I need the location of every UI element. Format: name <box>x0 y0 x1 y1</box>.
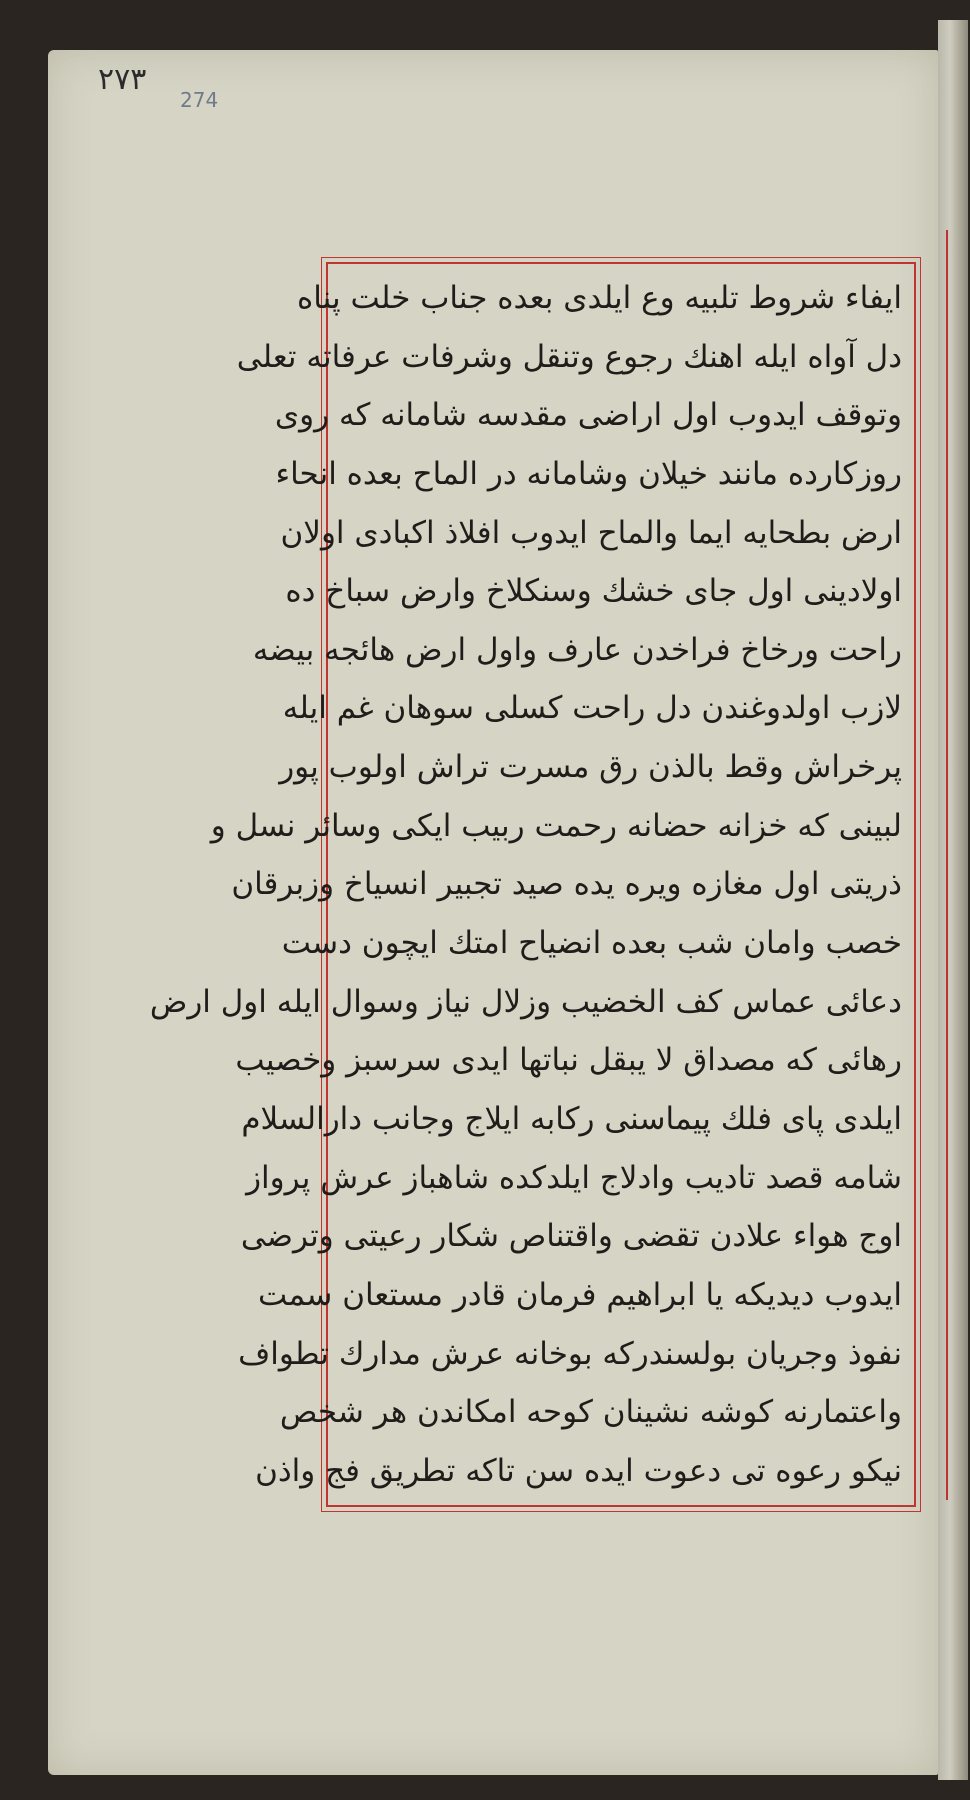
text-line: رهائی که مصداق لا یبقل نباتها ایدی سرسبز وخصیب <box>235 1042 902 1079</box>
text-line: راحت ورخاخ فراخدن عارف واول ارض هائجه بیضه <box>252 631 902 668</box>
text-line: دل آواه ایله اهنك رجوع وتنقل وشرفات عرفاته تعلی <box>236 338 902 375</box>
text-line: روزکارده مانند خیلان وشامانه در الماح بعده انحاء <box>275 455 902 492</box>
text-line: اوج هواء علادن تقضی واقتناص شکار رعیتی وترضی <box>240 1218 902 1255</box>
text-line: لبینی که خزانه حضانه رحمت ربیب ایکی وسائر نسل و <box>210 807 902 844</box>
text-line: نیکو رعوه تی دعوت ایده سن تاکه تطریق فج واذن <box>255 1452 902 1489</box>
text-line: ذریتی اول مغازه ویره یده صید تجبیر انسیاخ وزبرقان <box>231 866 902 903</box>
text-line: ایفاء شروط تلبیه وع ایلدی بعده جناب خلت پناه <box>297 280 902 316</box>
text-line: دعائی عماس کف الخضیب وزلال نیاز وسوال ایله اول ارض <box>149 983 902 1020</box>
text-line: نفوذ وجریان بولسندرکه بوخانه عرش مدارك تطواف <box>238 1335 902 1372</box>
text-line: وتوقف ایدوب اول اراضی مقدسه شامانه که روی <box>274 397 902 434</box>
text-line: ایلدی پای فلك پیماسنی رکابه ایلاج وجانب دارالسلام <box>241 1100 902 1137</box>
text-line: پرخراش وقط بالذن رق مسرت تراش اولوب پور <box>279 749 902 786</box>
folio-pencil-number: 274 <box>180 88 219 112</box>
folio-number: ٢٧٣ <box>98 62 147 97</box>
text-line: واعتمارنه کوشه نشینان کوحه امکاندن هر شخص <box>279 1394 902 1431</box>
text-block <box>149 272 902 1497</box>
text-line: شامه قصد تادیب وادلاج ایلدکده شاهباز عرش پرواز <box>246 1159 902 1196</box>
next-page-frame-border <box>946 230 970 1500</box>
text-line: ارض بطحایه ایما والماح ایدوب افلاذ اکبادی اولان <box>280 514 902 551</box>
text-line: خصب وامان شب بعده انضیاح امتك ایچون دست <box>281 925 902 962</box>
text-line: لازب اولدوغندن دل راحت کسلی سوهان غم ایله <box>282 690 902 727</box>
text-line: اولادینی اول جای خشك وسنکلاخ وارض سباخ ده <box>285 573 902 610</box>
text-line: ایدوب دیدیکه یا ابراهیم فرمان قادر مستعان سمت <box>258 1276 902 1313</box>
